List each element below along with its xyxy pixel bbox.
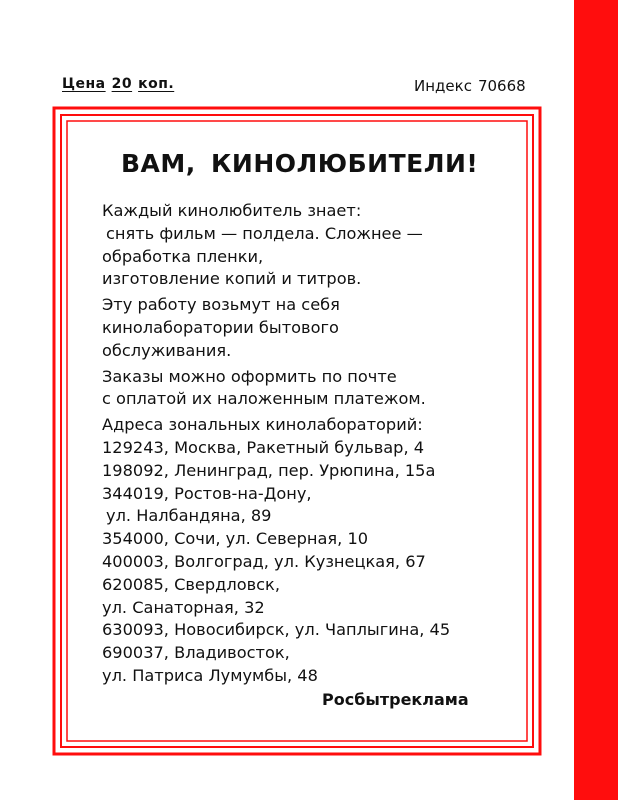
text-line: кинолаборатории бытового — [102, 317, 339, 337]
address-line: 630093, Новосибирск, ул. Чаплыгина, 45 — [102, 620, 451, 640]
text-line: обслуживания. — [102, 340, 232, 360]
text-line: Заказы можно оформить по почте — [102, 366, 397, 386]
text-line: снять фильм — полдела. Сложнее — — [106, 223, 423, 243]
address-line: 198092, Ленинград, пер. Урюпина, 15а — [102, 460, 436, 480]
price-label — [62, 76, 180, 92]
index-value: 70668 — [477, 77, 526, 95]
address-line: ул. Патриса Лумумбы, 48 — [102, 665, 318, 685]
red-edge-band — [574, 0, 618, 800]
address-line: 129243, Москва, Ракетный бульвар, 4 — [102, 437, 425, 457]
index-word: Индекс — [414, 77, 472, 95]
address-line: ул. Санаторная, 32 — [102, 597, 265, 617]
index-label — [414, 77, 532, 95]
address-line: 354000, Сочи, ул. Северная, 10 — [102, 529, 369, 549]
address-line: 620085, Свердловск, — [102, 574, 280, 594]
price-word: Цена — [62, 76, 106, 92]
advertiser-signature: Росбытреклама — [322, 690, 469, 709]
text-line: Каждый кинолюбитель знает: — [102, 201, 362, 220]
address-line: 690037, Владивосток, — [102, 643, 290, 663]
price-unit: коп. — [138, 76, 175, 92]
text-line: изготовление копий и титров. — [102, 269, 362, 289]
address-line: 400003, Волгоград, ул. Кузнецкая, 67 — [102, 551, 426, 571]
text-line: обработка пленки, — [102, 246, 264, 266]
ad-title: ВАМ, КИНОЛЮБИТЕЛИ! — [121, 149, 479, 178]
ad-body — [102, 200, 502, 688]
address-line: 344019, Ростов-на-Дону, — [102, 483, 312, 503]
text-line: с оплатой их наложенным платежом. — [102, 389, 426, 409]
addresses-heading: Адреса зональных кинолабораторий: — [102, 415, 423, 435]
text-line: Эту работу возьмут на себя — [102, 295, 340, 315]
price-value: 20 — [111, 76, 133, 92]
address-line: ул. Налбандяна, 89 — [106, 506, 272, 526]
